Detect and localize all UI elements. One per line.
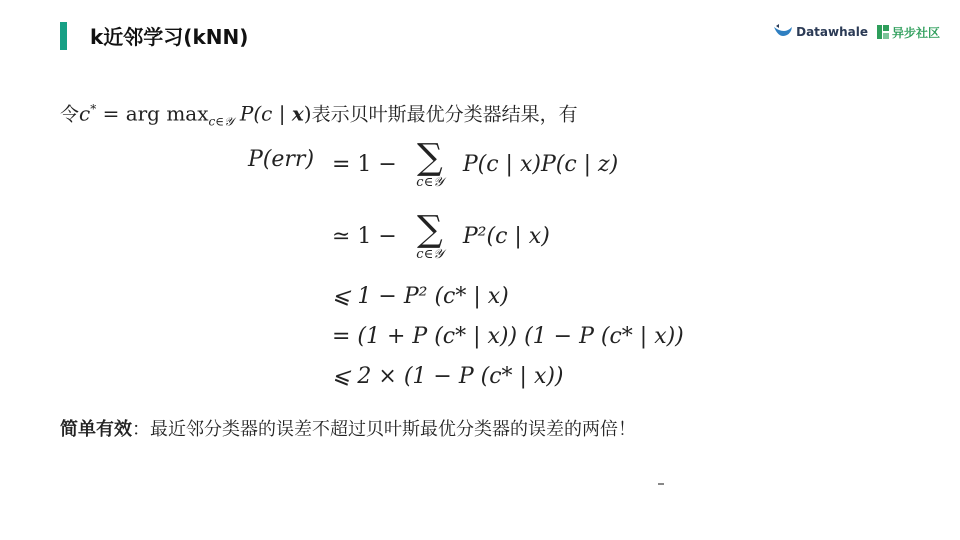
page-title: k近邻学习(kNN) xyxy=(90,25,249,49)
intro-c: c xyxy=(79,101,91,126)
intro-sentence xyxy=(60,93,578,129)
equation-body-2: P²(c | x) xyxy=(462,224,550,249)
summation-1 xyxy=(408,137,452,190)
intro-argmax: = arg max xyxy=(96,101,209,126)
datawhale-logo-text: Datawhale xyxy=(796,25,868,39)
conclusion-text: ：最近邻分类器的误差不超过贝叶斯最优分类器的误差的两倍！ xyxy=(132,419,636,440)
intro-argmax-sub: c∈𝒴 xyxy=(208,114,234,129)
equation-rel-5: ⩽ 2 × (1 − P (c* | x)) xyxy=(332,364,564,389)
logo-group xyxy=(773,20,940,44)
equation-lhs: P(err) xyxy=(248,147,315,172)
sigma-symbol-2: ∑ xyxy=(417,209,443,250)
intro-prefix: 令 xyxy=(60,103,80,126)
sigma-symbol-1: ∑ xyxy=(417,137,443,178)
conclusion-label: 简单有效 xyxy=(60,419,132,440)
intro-args: (c | xyxy=(253,101,292,126)
conclusion-sentence xyxy=(60,415,636,445)
intro-close: ) xyxy=(303,101,312,126)
summation-index-1: c∈𝒴 xyxy=(416,175,444,190)
equation-body-1: P(c | x)P(c | z) xyxy=(462,152,619,177)
stray-mark xyxy=(658,483,664,485)
equation-line-2 xyxy=(0,209,960,262)
equation-line-4 xyxy=(0,317,960,357)
intro-x: x xyxy=(291,101,304,126)
epubit-logo-text: 异步社区 xyxy=(891,25,940,40)
summation-2 xyxy=(408,209,452,262)
datawhale-whale-icon xyxy=(773,23,793,41)
datawhale-logo xyxy=(773,23,868,41)
equation-rel-3: ⩽ 1 − P² (c* | x) xyxy=(332,284,509,309)
intro-star: * xyxy=(90,102,97,116)
equation-rel-4: = (1 + P (c* | x)) (1 − P (c* | x)) xyxy=(332,324,684,349)
summation-index-2: c∈𝒴 xyxy=(416,247,444,262)
intro-suffix: 表示贝叶斯最优分类器结果，有 xyxy=(311,103,578,126)
epubit-logo-icon xyxy=(876,23,890,41)
equation-line-5 xyxy=(0,357,960,397)
equation-line-3 xyxy=(0,277,960,317)
equation-rel-1: = 1 − xyxy=(332,152,397,177)
title-accent-bar xyxy=(60,22,67,50)
equation-rhs-1 xyxy=(332,137,619,190)
equation-rhs-2 xyxy=(332,209,550,262)
equation-rel-2: ≃ 1 − xyxy=(332,224,397,249)
equation-line-1 xyxy=(0,137,960,190)
intro-P: P xyxy=(233,101,254,126)
epubit-logo xyxy=(876,23,940,41)
